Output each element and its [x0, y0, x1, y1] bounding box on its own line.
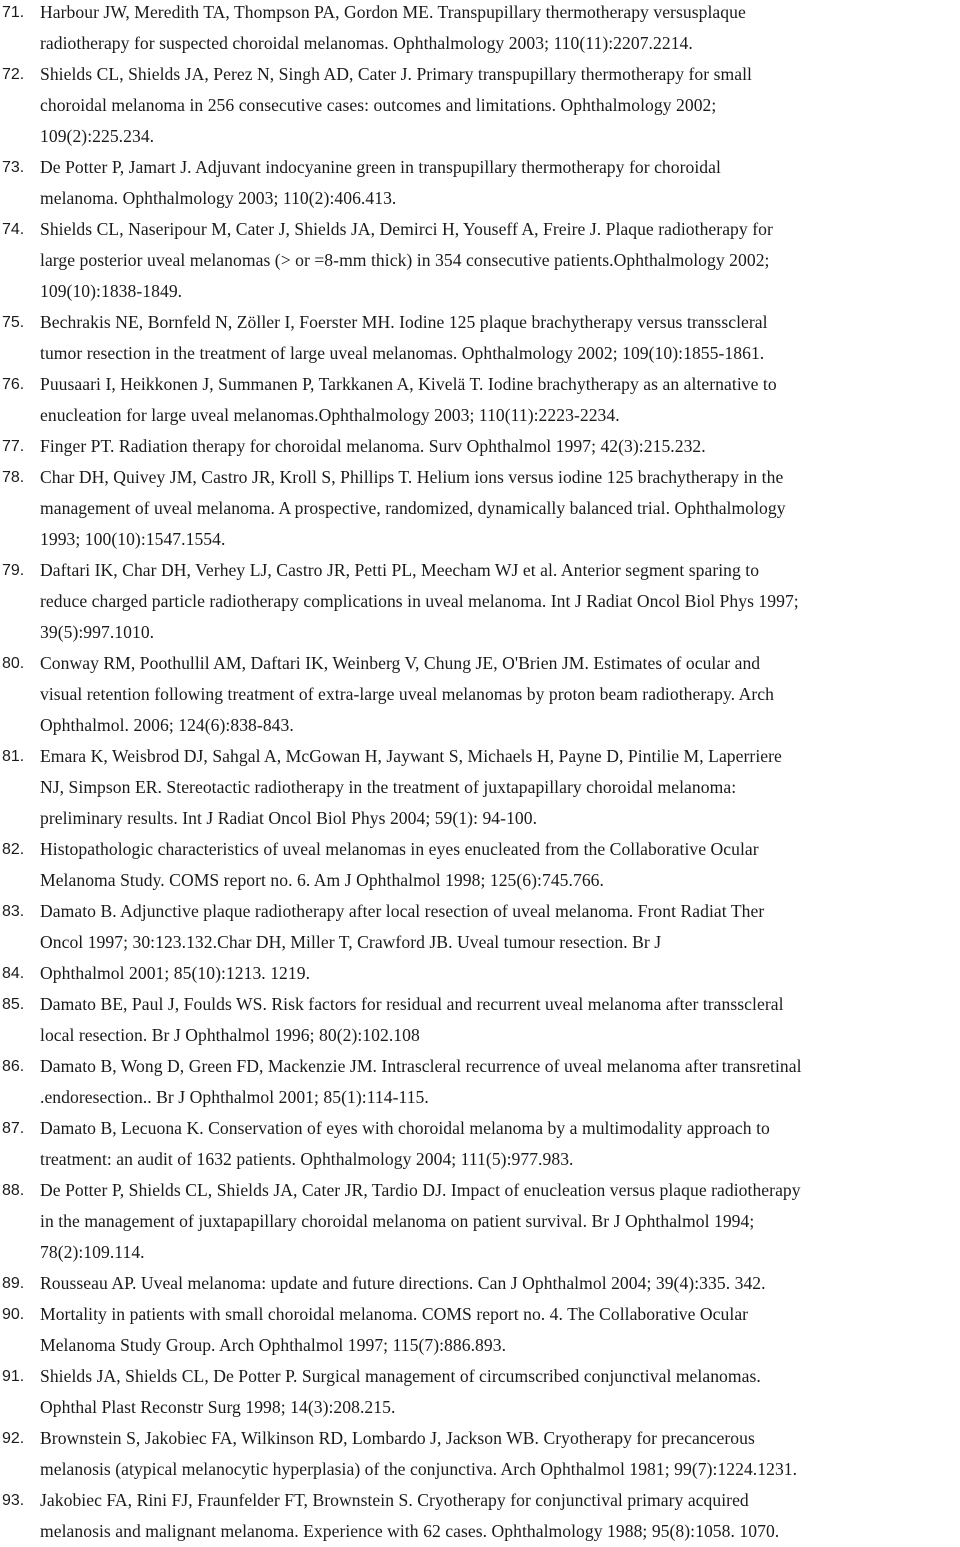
reference-line: 109(2):225.234.: [40, 126, 155, 146]
reference-item: [0, 1175, 960, 1268]
reference-text: [40, 152, 958, 214]
reference-line: radiotherapy for suspected choroidal melanomas. Ophthalmology 2003; 110(11):2207.2214.: [40, 33, 693, 53]
reference-text: [40, 555, 958, 648]
reference-line: 78(2):109.114.: [40, 1242, 145, 1262]
reference-line: Damato BE, Paul J, Foulds WS. Risk factors for residual and recurrent uveal melanoma after transscleral: [40, 994, 784, 1014]
reference-item: [0, 1361, 960, 1423]
reference-text: [40, 431, 958, 462]
reference-number: 85.: [2, 996, 25, 1013]
reference-line: enucleation for large uveal melanomas.Ophthalmology 2003; 110(11):2223-2234.: [40, 405, 620, 425]
reference-line: Char DH, Quivey JM, Castro JR, Kroll S, Phillips T. Helium ions versus iodine 125 brachytherapy in the: [40, 467, 784, 487]
reference-line: .endoresection.. Br J Ophthalmol 2001; 85(1):114-115.: [40, 1087, 429, 1107]
reference-line: Finger PT. Radiation therapy for choroidal melanoma. Surv Ophthalmol 1997; 42(3):215.232.: [40, 436, 706, 456]
reference-line: Histopathologic characteristics of uveal melanomas in eyes enucleated from the Collaborative Ocular: [40, 839, 759, 859]
reference-item: [0, 369, 960, 431]
reference-line: Emara K, Weisbrod DJ, Sahgal A, McGowan H, Jaywant S, Michaels H, Payne D, Pintilie M, Laperriere: [40, 746, 782, 766]
reference-line: Shields CL, Shields JA, Perez N, Singh AD, Cater J. Primary transpupillary thermotherapy for small: [40, 64, 752, 84]
reference-text: [40, 896, 958, 958]
reference-item: [0, 1268, 960, 1299]
reference-number: 81.: [2, 748, 25, 765]
reference-item: [0, 214, 960, 307]
reference-line: management of uveal melanoma. A prospective, randomized, dynamically balanced trial. Ophthalmology: [40, 498, 786, 518]
reference-line: Shields CL, Naseripour M, Cater J, Shields JA, Demirci H, Youseff A, Freire J. Plaque radiotherapy for: [40, 219, 773, 239]
reference-number: 72.: [2, 66, 25, 83]
reference-number: 84.: [2, 965, 25, 982]
reference-item: [0, 834, 960, 896]
reference-item: [0, 989, 960, 1051]
reference-item: [0, 648, 960, 741]
reference-line: Bechrakis NE, Bornfeld N, Zöller I, Foerster MH. Iodine 125 plaque brachytherapy versus transscleral: [40, 312, 768, 332]
reference-number: 77.: [2, 438, 25, 455]
reference-number: 93.: [2, 1492, 25, 1509]
reference-item: [0, 1051, 960, 1113]
reference-line: reduce charged particle radiotherapy complications in uveal melanoma. Int J Radiat Oncol Biol Phys 1997;: [40, 591, 799, 611]
reference-number: 80.: [2, 655, 25, 672]
reference-number: 89.: [2, 1275, 25, 1292]
reference-line: Brownstein S, Jakobiec FA, Wilkinson RD, Lombardo J, Jackson WB. Cryotherapy for precancerous: [40, 1428, 755, 1448]
reference-line: NJ, Simpson ER. Stereotactic radiotherapy in the treatment of juxtapapillary choroidal melanoma:: [40, 777, 737, 797]
reference-number: 71.: [2, 4, 25, 21]
reference-number: 73.: [2, 159, 25, 176]
reference-line: 39(5):997.1010.: [40, 622, 155, 642]
reference-line: De Potter P, Jamart J. Adjuvant indocyanine green in transpupillary thermotherapy for choroidal: [40, 157, 721, 177]
reference-text: [40, 1423, 958, 1485]
reference-line: Damato B, Lecuona K. Conservation of eyes with choroidal melanoma by a multimodality approach to: [40, 1118, 770, 1138]
reference-line: Jakobiec FA, Rini FJ, Fraunfelder FT, Brownstein S. Cryotherapy for conjunctival primary acquired: [40, 1490, 749, 1510]
reference-item: [0, 1113, 960, 1175]
reference-number: 86.: [2, 1058, 25, 1075]
reference-number: 83.: [2, 903, 25, 920]
reference-number: 79.: [2, 562, 25, 579]
reference-text: [40, 369, 958, 431]
reference-line: Conway RM, Poothullil AM, Daftari IK, Weinberg V, Chung JE, O'Brien JM. Estimates of ocular and: [40, 653, 761, 673]
reference-number: 90.: [2, 1306, 25, 1323]
reference-number: 82.: [2, 841, 25, 858]
reference-text: [40, 1299, 958, 1361]
reference-item: [0, 0, 960, 59]
reference-line: choroidal melanoma in 256 consecutive cases: outcomes and limitations. Ophthalmology 2002;: [40, 95, 717, 115]
reference-line: Puusaari I, Heikkonen J, Summanen P, Tarkkanen A, Kivelä T. Iodine brachytherapy as an alternative to: [40, 374, 777, 394]
reference-line: Oncol 1997; 30:123.132.Char DH, Miller T, Crawford JB. Uveal tumour resection. Br J: [40, 932, 662, 952]
reference-line: Daftari IK, Char DH, Verhey LJ, Castro JR, Petti PL, Meecham WJ et al. Anterior segment sparing to: [40, 560, 760, 580]
reference-line: treatment: an audit of 1632 patients. Ophthalmology 2004; 111(5):977.983.: [40, 1149, 574, 1169]
reference-item: [0, 741, 960, 834]
reference-text: [40, 1361, 958, 1423]
reference-line: 109(10):1838-1849.: [40, 281, 183, 301]
reference-text: [40, 1268, 958, 1299]
reference-item: [0, 152, 960, 214]
reference-item: [0, 59, 960, 152]
reference-line: Damato B. Adjunctive plaque radiotherapy after local resection of uveal melanoma. Front Radiat Ther: [40, 901, 765, 921]
reference-line: large posterior uveal melanomas (> or =8-mm thick) in 354 consecutive patients.Ophthalmology 2002;: [40, 250, 770, 270]
reference-text: [40, 1485, 958, 1547]
reference-text: [40, 1051, 958, 1113]
reference-number: 76.: [2, 376, 25, 393]
reference-item: [0, 1485, 960, 1547]
reference-number: 92.: [2, 1430, 25, 1447]
reference-text: [40, 307, 958, 369]
reference-item: [0, 431, 960, 462]
reference-item: [0, 462, 960, 555]
reference-line: Mortality in patients with small choroidal melanoma. COMS report no. 4. The Collaborative Ocular: [40, 1304, 749, 1324]
reference-line: melanoma. Ophthalmology 2003; 110(2):406.413.: [40, 188, 397, 208]
reference-line: Shields JA, Shields CL, De Potter P. Surgical management of circumscribed conjunctival melanomas.: [40, 1366, 761, 1386]
reference-number: 78.: [2, 469, 25, 486]
reference-item: [0, 555, 960, 648]
reference-text: [40, 648, 958, 741]
reference-text: [40, 958, 958, 989]
reference-text: [40, 834, 958, 896]
reference-text: [40, 0, 958, 59]
reference-line: Damato B, Wong D, Green FD, Mackenzie JM. Intrascleral recurrence of uveal melanoma after transretinal: [40, 1056, 802, 1076]
reference-line: Melanoma Study. COMS report no. 6. Am J Ophthalmol 1998; 125(6):745.766.: [40, 870, 604, 890]
reference-line: preliminary results. Int J Radiat Oncol Biol Phys 2004; 59(1): 94-100.: [40, 808, 538, 828]
reference-text: [40, 1175, 958, 1268]
reference-line: in the management of juxtapapillary choroidal melanoma on patient survival. Br J Ophthalmol 1994;: [40, 1211, 755, 1231]
reference-line: Ophthal Plast Reconstr Surg 1998; 14(3):208.215.: [40, 1397, 396, 1417]
reference-line: Ophthalmol. 2006; 124(6):838-843.: [40, 715, 294, 735]
reference-line: visual retention following treatment of extra-large uveal melanomas by proton beam radiotherapy. Arch: [40, 684, 774, 704]
reference-line: melanosis and malignant melanoma. Experience with 62 cases. Ophthalmology 1988; 95(8):1058. 1070.: [40, 1521, 780, 1541]
reference-line: 1993; 100(10):1547.1554.: [40, 529, 226, 549]
reference-text: [40, 214, 958, 307]
reference-line: tumor resection in the treatment of large uveal melanomas. Ophthalmology 2002; 109(10):1855-1861.: [40, 343, 765, 363]
reference-text: [40, 989, 958, 1051]
reference-line: local resection. Br J Ophthalmol 1996; 80(2):102.108: [40, 1025, 420, 1045]
reference-line: Harbour JW, Meredith TA, Thompson PA, Gordon ME. Transpupillary thermotherapy versusplaque: [40, 2, 746, 22]
reference-item: [0, 896, 960, 958]
reference-number: 75.: [2, 314, 25, 331]
reference-item: [0, 307, 960, 369]
reference-number: 87.: [2, 1120, 25, 1137]
reference-text: [40, 59, 958, 152]
reference-line: De Potter P, Shields CL, Shields JA, Cater JR, Tardio DJ. Impact of enucleation versus plaque radiotherapy: [40, 1180, 801, 1200]
reference-text: [40, 462, 958, 555]
reference-line: Ophthalmol 2001; 85(10):1213. 1219.: [40, 963, 311, 983]
reference-line: Rousseau AP. Uveal melanoma: update and future directions. Can J Ophthalmol 2004; 39(4):335. 342.: [40, 1273, 766, 1293]
reference-line: Melanoma Study Group. Arch Ophthalmol 1997; 115(7):886.893.: [40, 1335, 507, 1355]
reference-number: 91.: [2, 1368, 25, 1385]
reference-number: 74.: [2, 221, 25, 238]
reference-item: [0, 1423, 960, 1485]
reference-item: [0, 958, 960, 989]
reference-number: 88.: [2, 1182, 25, 1199]
reference-text: [40, 1113, 958, 1175]
reference-text: [40, 741, 958, 834]
reference-item: [0, 1299, 960, 1361]
reference-line: melanosis (atypical melanocytic hyperplasia) of the conjunctiva. Arch Ophthalmol 1981; 99(7):1224.1231.: [40, 1459, 798, 1479]
